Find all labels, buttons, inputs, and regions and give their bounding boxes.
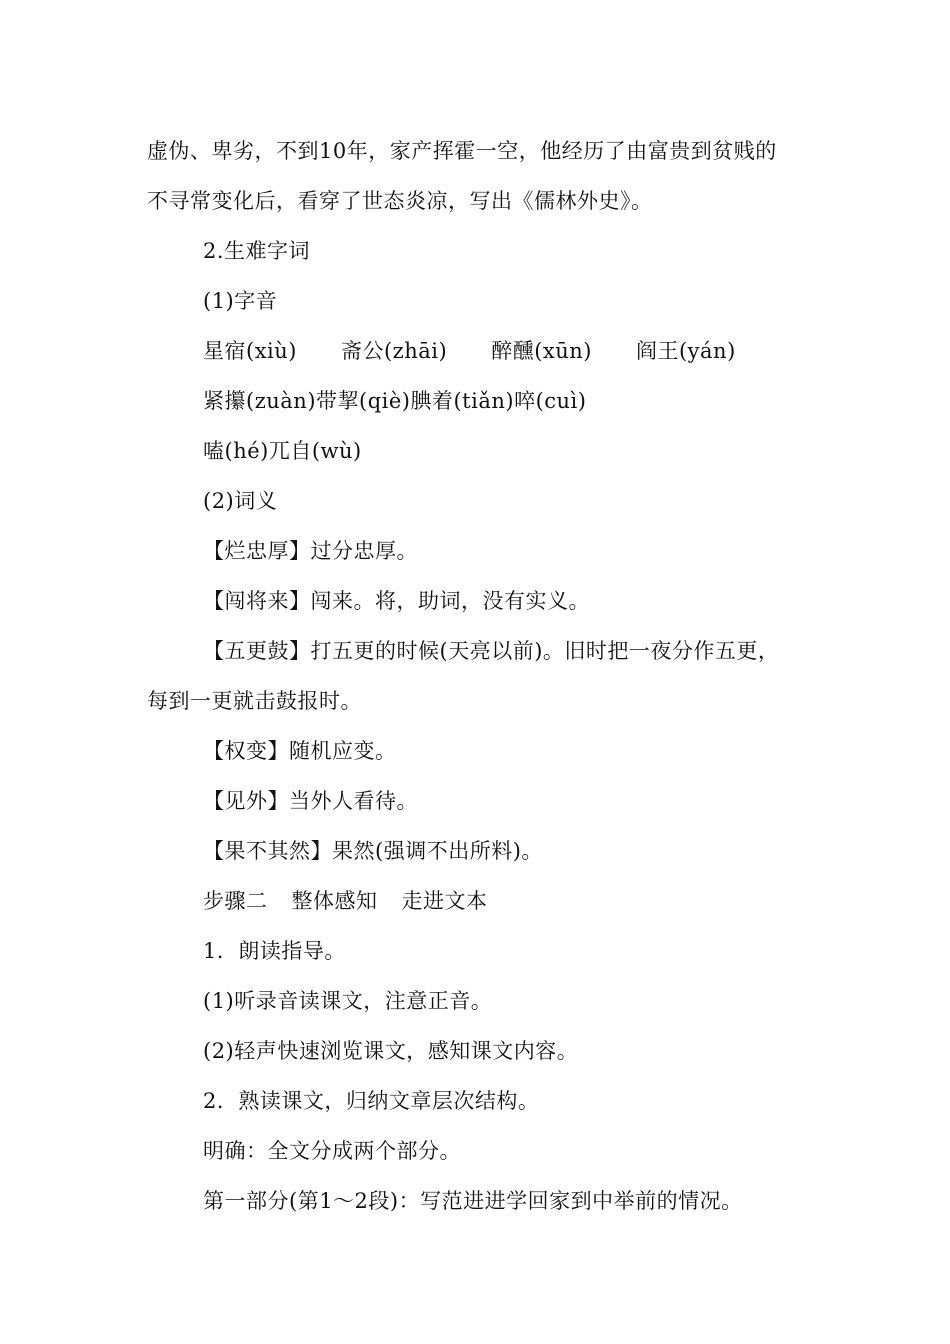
pronunciation-item: 阎王(yán)	[635, 339, 736, 363]
definition-item-continued: 每到一更就击鼓报时。	[147, 689, 362, 713]
pronunciation-item: 星宿(xiù)	[203, 339, 297, 363]
step-subitem: (2)轻声快速浏览课文，感知课文内容。	[203, 1039, 579, 1063]
pronunciation-item: 斋公(zhāi)	[340, 339, 448, 363]
step-item: 1．朗读指导。	[203, 939, 346, 963]
step-subitem: (1)听录音读课文，注意正音。	[203, 989, 493, 1013]
step-title: 整体感知	[291, 889, 378, 913]
definition-item: 【果不其然】果然(强调不出所料)。	[203, 839, 543, 863]
pronunciation-row: 嗑(hé)兀自(wù)	[203, 439, 362, 463]
answer-line: 明确：全文分成两个部分。	[203, 1139, 461, 1163]
paragraph-line: 不寻常变化后，看穿了世态炎凉，写出《儒林外史》。	[147, 189, 653, 213]
step-heading	[203, 887, 488, 915]
subsection-heading: (1)字音	[203, 289, 278, 313]
definition-item: 【五更鼓】打五更的时候(天亮以前)。旧时把一夜分作五更，	[203, 639, 780, 663]
paragraph-line: 虚伪、卑劣，不到10年，家产挥霍一空，他经历了由富贵到贫贱的	[147, 139, 777, 163]
definition-item: 【见外】当外人看待。	[203, 789, 418, 813]
pronunciation-item: 醉醺(xūn)	[491, 339, 592, 363]
definition-item: 【权变】随机应变。	[203, 739, 397, 763]
step-subtitle: 走进文本	[401, 889, 488, 913]
subsection-heading: (2)词义	[203, 489, 278, 513]
definition-item: 【闯将来】闯来。将，助词，没有实义。	[203, 589, 590, 613]
step-label: 步骤二	[203, 889, 268, 913]
definition-item: 【烂忠厚】过分忠厚。	[203, 539, 418, 563]
pronunciation-row: 紧攥(zuàn)带挈(qiè)腆着(tiǎn)啐(cuì)	[203, 389, 587, 413]
pronunciation-row	[203, 337, 736, 365]
answer-line: 第一部分(第1～2段)：写范进进学回家到中举前的情况。	[203, 1189, 743, 1213]
step-item: 2．熟读课文，归纳文章层次结构。	[203, 1089, 540, 1113]
section-heading: 2.生难字词	[203, 239, 311, 263]
